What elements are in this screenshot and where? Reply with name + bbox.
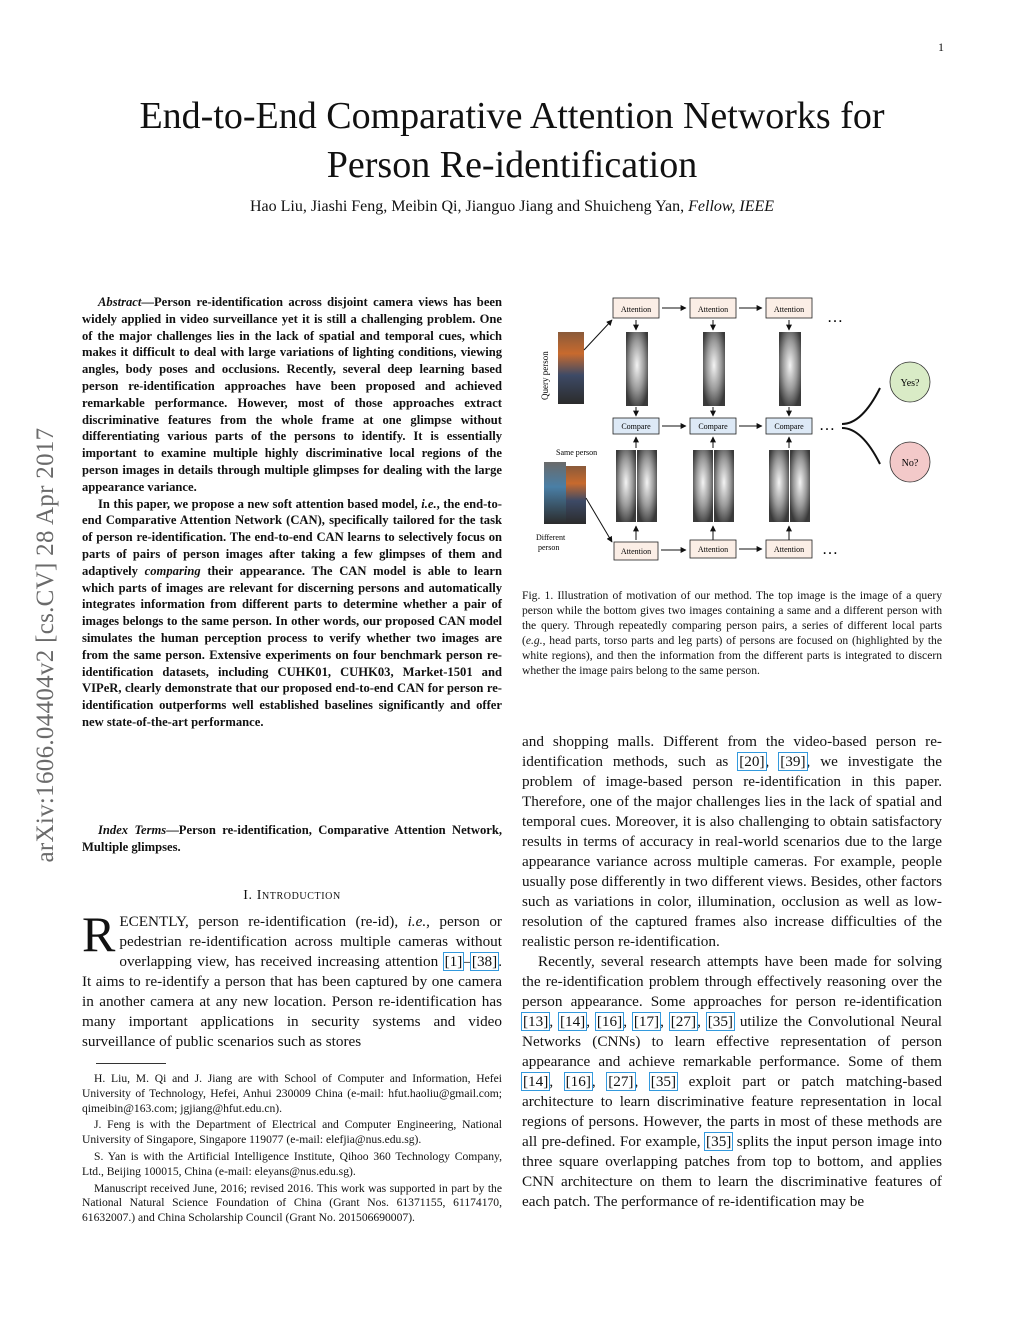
right-text: utilize the Convolutional Neural Networks (CNNs) to learn effective representation of person appearance and achieve remarkable performance. Some of them [522, 1013, 943, 1070]
same-person-label: Same person [556, 448, 598, 457]
dropcap-letter: R [82, 906, 116, 962]
index-terms-label: Index Terms [98, 823, 167, 837]
arxiv-identifier-text: arXiv:1606.04404v2 [cs.CV] 28 Apr 2017 [32, 427, 59, 863]
footnote-manuscript: Manuscript received June, 2016; revised 2016. This work was supported in part by the National Natural Science Foundation of China (Grant Nos. 61371155, 61174170, 61632007.) and China Scholarship Council (Grant No. 201506690007). [82, 1181, 502, 1225]
comma: , [660, 1013, 664, 1030]
caption-text [522, 588, 942, 678]
citation-link[interactable]: [13] [523, 1013, 549, 1030]
comma: , [623, 1013, 627, 1030]
caption-eg: e.g. [525, 634, 543, 647]
figure-diagram [522, 288, 942, 580]
query-person-label: Query person [540, 351, 550, 400]
attention-map-query-1 [626, 332, 648, 406]
attention-label: Attention [620, 305, 652, 314]
citation-link[interactable]: [38] [471, 953, 498, 970]
attention-map-pair-3 [769, 450, 789, 522]
attention-map-pair-2 [693, 450, 713, 522]
introduction-text [82, 906, 502, 1052]
right-text: exploit part or patch matching-based architecture to learn discriminative feature representation in local regions of persons. However, the parts in most of these methods are all pre-defined. For example, [522, 1073, 942, 1150]
footnote-affiliation-3: S. Yan is with the Artificial Intelligence Institute, Qihoo 360 Technology Company, Ltd., Beijing 100015, China (e-mail: eleyans@nus.edu.sg). [82, 1149, 502, 1178]
attention-map-pair-1 [616, 450, 636, 522]
decision-brace [842, 388, 880, 424]
different-person-label-1: Different [536, 533, 566, 542]
no-label: No? [901, 458, 919, 469]
comma: , [697, 1013, 701, 1030]
attention-map-query-3 [779, 332, 801, 406]
authors-names: Hao Liu, Jiashi Feng, Meibin Qi, Jianguo Jiang and Shuicheng Yan, [249, 198, 685, 215]
arxiv-identifier [20, 340, 72, 950]
footnote-affiliation-1: H. Liu, M. Qi and J. Jiang are with School of Computer and Information, Hefei University of Technology, Hefei, Anhui 230009 China (e-mail: hfut.haoliu@gmail.com; qimeibin@163.com; jgjiang@hfut.edu.cn). [82, 1072, 502, 1115]
ellipsis-middle: … [819, 417, 835, 434]
intro-text-a: ECENTLY, person re-identification (re-id), [119, 913, 399, 930]
compare-label: Compare [621, 422, 651, 431]
compare-label: Compare [698, 422, 728, 431]
attention-map-pair-3b [790, 450, 810, 522]
different-person-image [566, 466, 586, 524]
abstract-paragraph-1 [82, 294, 502, 496]
caption-b: , head parts, torso parts and leg parts) of persons are focused on (highlighted by the white regions), and then the information from the different parts is integrated to discern whether the image pairs belong to the same person. [522, 634, 942, 677]
section-number: I. [243, 888, 253, 903]
right-text: , we investigate the problem of image-based person re-identification in this paper. Therefore, one of the major challenges lies in the lack of spatial and temporal cues. Moreover, it is also challenging to obtain satisfactory results in terms of accuracy in real-world scenarios due to the large appearance variance across multiple cameras. For example, people usually pose differently in two different views. Besides, other factors such as variations in color, illumination, occlusion as well as low-resolution of the captured frames also increase difficulties of the realistic person re-identification. [522, 753, 943, 950]
citation-link[interactable]: [1] [444, 953, 463, 970]
citation-link[interactable]: [35] [707, 1013, 733, 1030]
comma: , [634, 1073, 639, 1090]
index-terms [82, 822, 502, 856]
attention-label: Attention [620, 547, 652, 556]
right-text: and shopping malls. Different from the video-based person re-identification methods, such as [522, 733, 942, 770]
right-paragraph-2 [522, 952, 942, 1212]
abstract-comparing: comparing [144, 563, 201, 578]
citation-link[interactable]: [27] [608, 1073, 634, 1090]
attention-label: Attention [773, 305, 805, 314]
yes-label: Yes? [900, 378, 920, 389]
attention-label: Attention [697, 545, 729, 554]
abstract-text-2c: their appearance. The CAN model is able to learn which parts of images are relevant for discerning persons and automatically integrates information from different parts to determine whether a pair of images belongs to the same person. In other words, our proposed CAN model simulates the human perception process to verify whether two images are from the same person. Extensive experiments on four benchmark person re-identification datasets, including CUHK01, CUHK03, Market-1501 and VIPeR, clearly demonstrate that our proposed end-to-end CAN for person re-identification outperforms well established baselines significantly and offer new state-of-the-art performance. [82, 563, 503, 729]
abstract [82, 294, 502, 731]
citation-link[interactable]: [16] [596, 1013, 623, 1030]
right-column-text [522, 732, 942, 1212]
intro-text-b: , person or pedestrian re-identification across multiple cameras without overlapping view, has received increasing attention [119, 913, 502, 970]
abstract-text-1: Person re-identification across disjoint camera views has been widely applied in video surveillance yet it is still a challenging problem. One of the major challenges lies in the lack of spatial and temporal cues, which makes it difficult to deal with large variations of lighting conditions, viewing angles, body poses and occlusions. Recently, several deep learning based person re-identification approaches have been proposed and achieved remarkable performance. However, most of those approaches extract discriminative features from the whole frame at one glimpse without differentiating various parts of the persons to identify. It is essentially important to examine multiple highly discriminative local regions of the person images in details through multiple glimpses for dealing with the large appearance variance. [82, 295, 502, 494]
title-line-1: End-to-End Comparative Attention Networks for [139, 95, 885, 137]
citation-link[interactable]: [16] [565, 1073, 591, 1090]
abstract-ie: i.e. [421, 496, 437, 511]
footnote-rule [96, 1063, 166, 1064]
right-text: Recently, several research attempts have been made for solving the re-identification problem through effectively reasoning over the person appearance. Some approaches for person re-identification [522, 953, 942, 1010]
citation-link[interactable]: [35] [650, 1073, 677, 1090]
citation-link[interactable]: [17] [633, 1013, 660, 1030]
compare-label: Compare [774, 422, 804, 431]
figure-1 [522, 288, 942, 580]
caption-a: Fig. 1. Illustration of motivation of our method. The top image is the image of a query person while the bottom gives two images containing a same and a different person with the query. Through repeatedly comparing person pairs, a series of different local parts ( [522, 589, 942, 647]
citation-link[interactable]: [27] [670, 1013, 697, 1030]
section-heading [82, 888, 502, 904]
right-text: splits the input person image into three square overlapping patches from top to bottom, and applies CNN architecture on them to learn the discriminative features of each patch. The performance of re-identification may be [522, 1133, 943, 1210]
comma: , [765, 753, 770, 770]
citation-link[interactable]: [14] [559, 1013, 586, 1030]
figure-caption [522, 588, 942, 678]
section-title-text: Introduction [256, 888, 341, 903]
right-paragraph-1 [522, 732, 942, 952]
index-terms-text: Person re-identification, Comparative Attention Network, Multiple glimpses. [82, 823, 502, 854]
query-person-image [558, 332, 584, 404]
index-terms-dash: — [166, 823, 179, 837]
abstract-text-2b: , the end-to-end Comparative Attention Network (CAN), specifically tailored for the task of person re-identification. The end-to-end CAN learns to selectively focus on parts of pairs of person images after taking a few glimpses of them and adaptively [82, 496, 502, 578]
attention-label: Attention [773, 545, 805, 554]
arrow [586, 498, 612, 542]
abstract-text-2a: In this paper, we propose a new soft attention based model, [98, 496, 418, 511]
citation-link[interactable]: [20] [739, 753, 765, 770]
intro-ie: i.e. [407, 913, 427, 930]
comma: , [549, 1073, 554, 1090]
attention-map-query-2 [703, 332, 725, 406]
abstract-paragraph-2 [82, 496, 502, 731]
citation-link[interactable]: [14] [523, 1073, 549, 1090]
paper-title [80, 92, 944, 190]
same-person-image [544, 462, 566, 524]
citation-link[interactable]: [39] [780, 753, 806, 770]
intro-dash: – [463, 953, 471, 970]
abstract-label: Abstract [98, 295, 142, 309]
comma: , [586, 1013, 591, 1030]
abstract-dash: — [141, 295, 154, 309]
comma: , [591, 1073, 596, 1090]
different-person-label-2: person [538, 543, 560, 552]
title-line-2: Person Re-identification [326, 144, 698, 186]
intro-paragraph [82, 906, 502, 1052]
citation-link[interactable]: [35] [706, 1133, 732, 1150]
attention-label: Attention [697, 305, 729, 314]
arrow [584, 320, 612, 350]
attention-map-pair-2b [714, 450, 734, 522]
page-number: 1 [938, 40, 944, 54]
ellipsis-bottom: … [822, 541, 838, 558]
comma: , [549, 1013, 554, 1030]
attention-map-pair-1b [637, 450, 657, 522]
author-list [80, 198, 944, 216]
footnote-affiliation-2: J. Feng is with the Department of Electrical and Computer Engineering, National University of Singapore, Singapore 119077 (e-mail: elefjia@nus.edu.sg). [82, 1118, 502, 1147]
footnotes [82, 1072, 502, 1228]
decision-brace [842, 428, 880, 464]
intro-text-c: . It aims to re-identify a person that has been captured by one camera in another camera at any new location. Person re-identification has many important applications in security systems and video surveillance of public scenarios such as stores [82, 953, 502, 1050]
authors-role: Fellow, IEEE [688, 198, 775, 215]
ellipsis-top: … [827, 309, 843, 326]
